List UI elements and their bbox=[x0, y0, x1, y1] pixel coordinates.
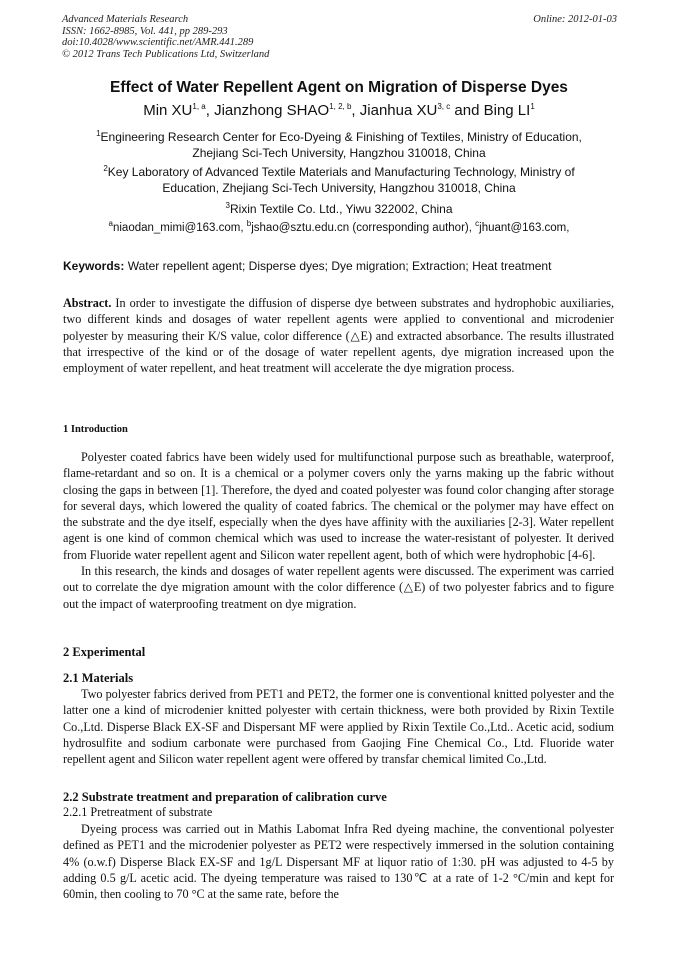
paper-title: Effect of Water Repellent Agent on Migration of Disperse Dyes bbox=[110, 79, 568, 96]
author-list bbox=[30, 102, 648, 119]
paragraph: Dyeing process was carried out in Mathis Labomat Infra Red dyeing machine, the conventional polyester defined as PET1 and the microdenier polyester as PET2 were respectively immersed in the solution containing 4% (o.w.f) Disperse Black EX-SF and 1g/L Dispersant MF at liquor ratio of 1:30. pH was adjusted to 4-5 by adding 0.5 g/L acetic acid. The dyeing temperature was raised to 130℃ at a rate of 1-2 °C/min and kept for 60min, then cooling to 70 °C at the same rate, before the bbox=[63, 822, 614, 902]
email-address: jhuant@163.com, bbox=[479, 222, 570, 234]
author-emails bbox=[40, 219, 638, 234]
author-name: Jianhua XU bbox=[359, 102, 438, 119]
abstract-text: In order to investigate the diffusion of disperse dye between substrates and hydrophobic auxiliaries, two different kinds and dosages of water repellent agents were applied to conventional and microdenier polyester by measuring their K/S value, color difference ( bbox=[63, 296, 614, 343]
author-affiliation-mark: 1, a bbox=[192, 102, 206, 111]
affiliation-2 bbox=[60, 165, 618, 196]
email-address: niaodan_mimi@163.com, bbox=[112, 222, 247, 234]
affiliation-text: Education, Zhejiang Sci-Tech University, Hangzhou 310018, China bbox=[162, 180, 516, 195]
affiliation-text: Zhejiang Sci-Tech University, Hangzhou 310018, China bbox=[192, 145, 486, 160]
issn-line: ISSN: 1662-8985, Vol. 441, pp 289-293 bbox=[62, 25, 228, 37]
journal-header bbox=[62, 14, 617, 60]
keywords-text: Water repellent agent; Disperse dyes; Dye migration; Extraction; Heat treatment bbox=[124, 259, 552, 273]
affiliation-text: Key Laboratory of Advanced Textile Materials and Manufacturing Technology, Ministry of bbox=[107, 165, 575, 179]
author-name: Bing LI bbox=[483, 102, 531, 119]
affiliation-1 bbox=[60, 130, 618, 161]
section-heading-experimental: 2 Experimental bbox=[63, 645, 146, 659]
section-heading-introduction: 1 Introduction bbox=[63, 424, 128, 435]
affiliation-number: 3 bbox=[225, 201, 230, 210]
author-affiliation-mark: 3, c bbox=[437, 102, 451, 111]
email-address: jshao@sztu.edu.cn (corresponding author), bbox=[251, 222, 476, 234]
affiliation-3 bbox=[60, 202, 618, 218]
author-affiliation-mark: 1, 2, b bbox=[329, 102, 352, 111]
email-mark: b bbox=[246, 219, 252, 229]
abstract-paragraph bbox=[63, 295, 614, 376]
pretreatment-body bbox=[63, 821, 614, 902]
affiliation-number: 1 bbox=[96, 129, 101, 138]
affiliation-text: Rixin Textile Co. Ltd., Yiwu 322002, China bbox=[229, 202, 453, 216]
paragraph: Polyester coated fabrics have been widely used for multifunctional purpose such as breathable, waterproof, flame-retardant and so on. It is a chemical or a polymer covers only the yarns making up the fabric without closing the gaps in between [1]. Therefore, the dyed and coated polyester was found color changing after storage for several days, which lowered the quality of coated fabrics. The chemical or the polymer may have effect on the substrate and the dye itself, especially when the dyes have affinity with the auxiliaries [2-3]. Water repellent agent is one kind of common chemical which was used to increase the water-resistant of polyester. It derived from Fluoride water repellent agent and Silicon water repellent agent, both of which were hydrophobic [4-6]. bbox=[63, 450, 614, 562]
copyright-line: © 2012 Trans Tech Publications Ltd, Switzerland bbox=[62, 48, 270, 60]
keywords-line bbox=[63, 259, 623, 273]
introduction-body bbox=[63, 449, 614, 612]
author-affiliation-mark: 1 bbox=[530, 102, 535, 111]
affiliation-number: 2 bbox=[103, 164, 108, 173]
paragraph: In this research, the kinds and dosages of water repellent agents were discussed. The experiment was carried out to correlate the dye migration amount with the color difference (△E) of two polyester fabrics and to figure out the impact of waterproofing treatment on dye migration. bbox=[63, 564, 614, 611]
abstract-text: E) and extracted absorbance. The results illustrated that irrespective of the kind or of the dosage of water repellent agents, dye migration increased upon the employment of water repellent, and heat treatment will accelerate the dye migration process. bbox=[63, 328, 615, 376]
delta-symbol: △ bbox=[349, 328, 361, 343]
email-mark: a bbox=[108, 219, 113, 229]
email-mark: c bbox=[475, 219, 480, 229]
keywords-label: Keywords: bbox=[63, 259, 125, 273]
subsubsection-heading-pretreatment: 2.2.1 Pretreatment of substrate bbox=[63, 805, 213, 819]
author-name: Jianzhong SHAO bbox=[214, 102, 330, 119]
subsection-heading-materials: 2.1 Materials bbox=[63, 671, 134, 685]
author-name: Min XU bbox=[143, 102, 193, 119]
abstract-label: Abstract. bbox=[63, 296, 112, 310]
subsection-heading-substrate: 2.2 Substrate treatment and preparation of calibration curve bbox=[63, 790, 387, 804]
materials-body bbox=[63, 686, 614, 767]
online-date: Online: 2012-01-03 bbox=[533, 14, 617, 25]
author-separator: , bbox=[205, 102, 215, 119]
paragraph: Two polyester fabrics derived from PET1 and PET2, the former one is conventional knitted polyester and the latter one a kind of microdenier knitted polyester with certain thickness, were both provided by Rixin Textile Co.,Ltd. Disperse Black EX-SF and Dispersant MF were applied by Rixin Textile Co.,Ltd.. Acetic acid, sodium hydrosulfite and sodium carbonate were purchased from Gaojing Fine Chemical Co., Ltd. Fluoride water repellent agent and Silicon water repellent agent were offered by transfar chemical limited Co.,Ltd. bbox=[63, 687, 614, 767]
doi-line: doi:10.4028/www.scientific.net/AMR.441.289 bbox=[62, 37, 254, 49]
author-separator: , bbox=[351, 102, 360, 119]
journal-name: Advanced Materials Research bbox=[62, 14, 189, 25]
affiliation-text: Engineering Research Center for Eco-Dyeing & Finishing of Textiles, Ministry of Education, bbox=[100, 130, 582, 144]
author-separator: and bbox=[450, 102, 484, 119]
